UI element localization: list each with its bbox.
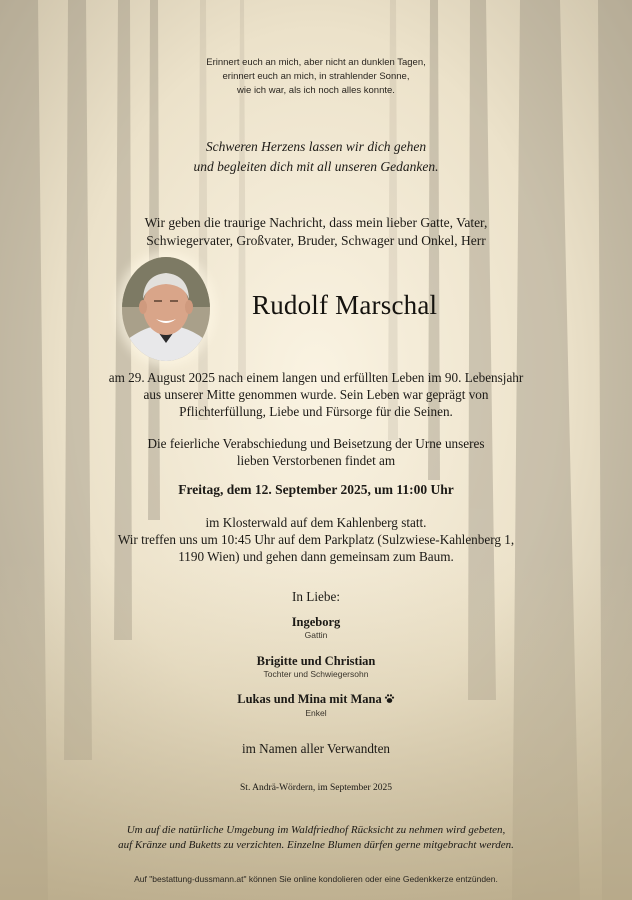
paw-icon <box>384 693 395 708</box>
relatives-line: im Namen aller Verwandten <box>241 741 391 756</box>
portrait-photo <box>122 257 210 361</box>
mourner-entry <box>0 654 632 680</box>
in-love-label: In Liebe: <box>292 589 340 604</box>
poem-verse: Erinnert euch an mich, aber nicht an dunklen Tagen, erinnert euch an mich, in strahlender Sonne, wie ich war, als ich noch alles konnte. <box>206 57 426 96</box>
obituary-text: am 29. August 2025 nach einem langen und erfüllten Leben im 90. Lebensjahr aus unserer Mitte genommen wurde. Sein Leben war geprägt von Pflichterfüllung, Liebe und Fürsorge für die Seinen. <box>108 370 524 419</box>
mourner-entry <box>0 615 632 641</box>
mourner-name: Lukas und Mina mit Mana <box>237 692 382 706</box>
place-date: St. Andrä-Wördern, im September 2025 <box>240 783 392 793</box>
mourner-role: Gattin <box>304 630 328 640</box>
footer-note: Auf "bestattung-dussmann.at" können Sie online kondolieren oder eine Gedenkkerze entzünden. <box>134 874 498 884</box>
deceased-name: Rudolf Marschal <box>252 290 438 320</box>
mourner-role: Enkel <box>305 707 327 718</box>
ceremony-date: Freitag, dem 12. September 2025, um 11:00 Uhr <box>178 482 454 497</box>
closing-note: Um auf die natürliche Umgebung im Waldfriedhof Rücksicht zu nehmen wird gebeten, auf Kränze und Buketts zu verzichten. Einzelne Blumen dürfen gerne mitgebracht werden. <box>118 824 514 851</box>
mourner-entry <box>0 692 632 719</box>
announcement-text: Wir geben die traurige Nachricht, dass mein lieber Gatte, Vater, Schwiegervater, Großvater, Bruder, Schwager und Onkel, Herr <box>144 215 488 248</box>
mourner-name: Brigitte und Christian <box>256 654 376 668</box>
mourner-role: Tochter und Schwiegersohn <box>263 669 369 679</box>
ceremony-details: im Klosterwald auf dem Kahlenberg statt. Wir treffen uns um 10:45 Uhr auf dem Parkplatz (Sulzwiese-Kahlenberg 1, 1190 Wien) und gehen dann gemeinsam zum Baum. <box>117 515 515 564</box>
farewell-verse: Schweren Herzens lassen wir dich gehen und begleiten dich mit all unseren Gedanken. <box>193 139 439 174</box>
ceremony-intro: Die feierliche Verabschiedung und Beisetzung der Urne unseres lieben Verstorbenen findet am <box>147 436 485 468</box>
mourner-name: Ingeborg <box>291 615 341 629</box>
